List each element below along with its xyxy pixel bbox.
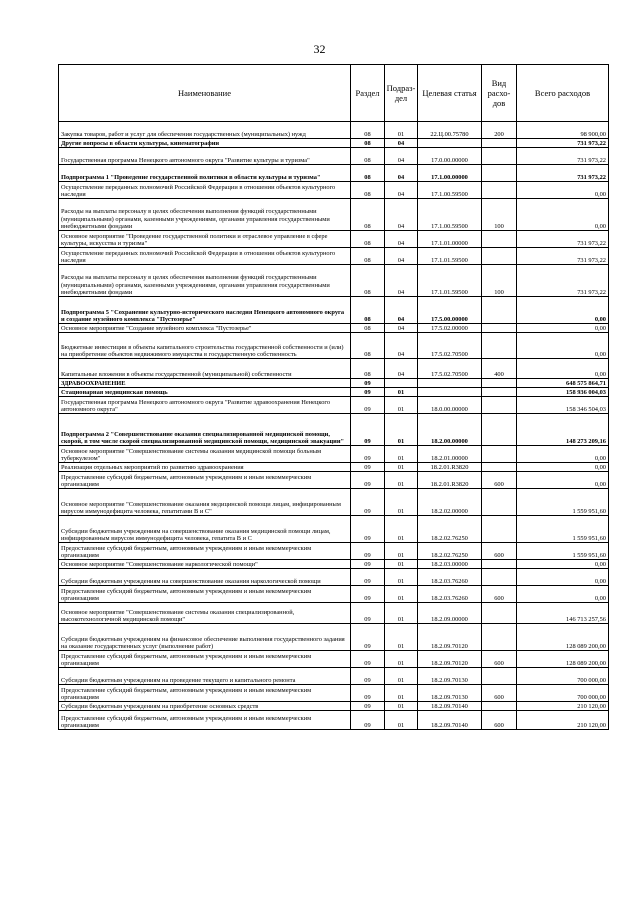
cell-target-article: [418, 388, 482, 397]
table-row: [59, 624, 609, 651]
cell-subsection: [385, 379, 418, 388]
cell-name: Субсидии бюджетным учреждениям на финансовое обеспечение выполнения государственного задания на оказание государственных услуг (выполнение работ): [59, 624, 351, 651]
cell-total: 128 089 200,00: [517, 624, 609, 651]
cell-section: 08: [351, 333, 385, 359]
cell-name: ЗДРАВООХРАНЕНИЕ: [59, 379, 351, 388]
cell-section: 09: [351, 446, 385, 463]
cell-expense-type: [482, 397, 517, 414]
cell-section: 08: [351, 165, 385, 182]
cell-section: 09: [351, 586, 385, 603]
table-row: [59, 668, 609, 685]
cell-section: 09: [351, 560, 385, 569]
cell-name: Расходы на выплаты персоналу в целях обеспечения выполнения функций государственными (муниципальными) органами, казенными учреждениями, органами управления государственными внебюджетными фондами: [59, 265, 351, 297]
cell-subsection: 01: [385, 489, 418, 516]
cell-expense-type: 600: [482, 543, 517, 560]
cell-expense-type: [482, 414, 517, 446]
table-row: [59, 543, 609, 560]
table-row: [59, 379, 609, 388]
cell-total: 731 973,22: [517, 139, 609, 148]
cell-section: 08: [351, 248, 385, 265]
cell-subsection: 01: [385, 569, 418, 586]
cell-section: 09: [351, 489, 385, 516]
cell-total: 700 000,00: [517, 685, 609, 702]
cell-target-article: 17.5.02.00000: [418, 324, 482, 333]
cell-target-article: 18.2.09.70120: [418, 624, 482, 651]
cell-expense-type: [482, 702, 517, 711]
cell-target-article: 17.1.00.59500: [418, 199, 482, 231]
cell-subsection: 01: [385, 702, 418, 711]
cell-target-article: 18.2.01.R3820: [418, 472, 482, 489]
table-row: [59, 139, 609, 148]
cell-name: Осуществление переданных полномочий Российской Федерации в отношении объектов культурного наследия: [59, 248, 351, 265]
cell-expense-type: [482, 324, 517, 333]
cell-name: Субсидии бюджетным учреждениям на приобретение основных средств: [59, 702, 351, 711]
cell-target-article: 18.2.02.76250: [418, 543, 482, 560]
cell-total: 146 713 257,56: [517, 603, 609, 624]
cell-expense-type: 400: [482, 359, 517, 379]
cell-expense-type: 100: [482, 199, 517, 231]
cell-subsection: 01: [385, 543, 418, 560]
cell-name: Государственная программа Ненецкого автономного округа "Развитие здравоохранения Ненецкого автономного округа": [59, 397, 351, 414]
cell-section: 09: [351, 463, 385, 472]
table-row: [59, 489, 609, 516]
table-row: [59, 569, 609, 586]
cell-section: 09: [351, 569, 385, 586]
cell-name: Расходы на выплаты персоналу в целях обеспечения выполнения функций государственными (муниципальными) органами, казенными учреждениями, органами управления государственными внебюджетными фондами: [59, 199, 351, 231]
cell-name: Стационарная медицинская помощь: [59, 388, 351, 397]
cell-target-article: 18.2.09.70140: [418, 702, 482, 711]
header-section: Раздел: [351, 65, 385, 122]
cell-target-article: 18.2.09.70130: [418, 685, 482, 702]
cell-name: Предоставление субсидий бюджетным, автономным учреждениям и иным некоммерческим организациям: [59, 711, 351, 730]
cell-name: Государственная программа Ненецкого автономного округа "Развитие культуры и туризма": [59, 148, 351, 165]
cell-section: 08: [351, 324, 385, 333]
cell-subsection: 01: [385, 685, 418, 702]
cell-target-article: 17.0.00.00000: [418, 148, 482, 165]
cell-target-article: [418, 139, 482, 148]
cell-section: 08: [351, 122, 385, 139]
table-header-row: [59, 65, 609, 122]
cell-total: 0,00: [517, 569, 609, 586]
table-row: [59, 359, 609, 379]
cell-section: 09: [351, 543, 385, 560]
cell-target-article: 17.1.00.59500: [418, 182, 482, 199]
cell-section: 09: [351, 702, 385, 711]
cell-subsection: 01: [385, 472, 418, 489]
cell-expense-type: [482, 569, 517, 586]
cell-subsection: 04: [385, 248, 418, 265]
cell-subsection: 04: [385, 297, 418, 324]
table-row: [59, 472, 609, 489]
cell-target-article: 18.2.03.00000: [418, 560, 482, 569]
cell-expense-type: [482, 624, 517, 651]
cell-expense-type: 600: [482, 685, 517, 702]
cell-total: 0,00: [517, 324, 609, 333]
cell-target-article: 18.2.03.76260: [418, 569, 482, 586]
cell-name: Предоставление субсидий бюджетным, автономным учреждениям и иным некоммерческим организациям: [59, 651, 351, 668]
cell-target-article: 18.2.02.00000: [418, 489, 482, 516]
table-row: [59, 685, 609, 702]
cell-total: 98 900,00: [517, 122, 609, 139]
cell-name: Предоставление субсидий бюджетным, автономным учреждениям и иным некоммерческим организациям: [59, 586, 351, 603]
cell-name: Бюджетные инвестиции в объекты капитального строительства государственной собственности и (или) на приобретение объектов недвижимого имущества в государственную собственность: [59, 333, 351, 359]
page-number: 32: [313, 42, 326, 56]
cell-target-article: [418, 379, 482, 388]
cell-subsection: 01: [385, 586, 418, 603]
cell-name: Подпрограмма 1 "Проведение государственной политики в области культуры и туризма": [59, 165, 351, 182]
cell-total: 0,00: [517, 586, 609, 603]
cell-total: 731 973,22: [517, 248, 609, 265]
cell-expense-type: 600: [482, 651, 517, 668]
cell-section: 08: [351, 265, 385, 297]
cell-expense-type: 600: [482, 472, 517, 489]
cell-subsection: 01: [385, 668, 418, 685]
cell-expense-type: 600: [482, 711, 517, 730]
cell-target-article: 18.2.03.76260: [418, 586, 482, 603]
cell-expense-type: 100: [482, 265, 517, 297]
cell-name: Основное мероприятие "Совершенствование системы оказания медицинской помощи больным туберкулезом": [59, 446, 351, 463]
cell-name: Предоставление субсидий бюджетным, автономным учреждениям и иным некоммерческим организациям: [59, 543, 351, 560]
cell-total: 1 559 951,60: [517, 543, 609, 560]
cell-total: 0,00: [517, 182, 609, 199]
cell-section: 09: [351, 651, 385, 668]
table-row: [59, 388, 609, 397]
cell-subsection: 04: [385, 324, 418, 333]
cell-name: Осуществление переданных полномочий Российской Федерации в отношении объектов культурного наследия: [59, 182, 351, 199]
cell-subsection: 01: [385, 711, 418, 730]
cell-total: 128 089 200,00: [517, 651, 609, 668]
cell-name: Основное мероприятие "Совершенствование наркологической помощи": [59, 560, 351, 569]
cell-expense-type: [482, 333, 517, 359]
cell-section: 08: [351, 199, 385, 231]
table-row: [59, 165, 609, 182]
cell-section: 09: [351, 624, 385, 651]
cell-total: 1 559 951,60: [517, 489, 609, 516]
cell-target-article: 18.2.01.R3820: [418, 463, 482, 472]
cell-total: 210 120,00: [517, 711, 609, 730]
cell-subsection: 01: [385, 651, 418, 668]
cell-subsection: 04: [385, 165, 418, 182]
cell-target-article: 18.2.01.00000: [418, 446, 482, 463]
table-body: [59, 122, 609, 730]
cell-total: 731 973,22: [517, 265, 609, 297]
cell-subsection: 01: [385, 388, 418, 397]
cell-expense-type: [482, 139, 517, 148]
cell-subsection: 04: [385, 182, 418, 199]
cell-name: Капитальные вложения в объекты государственной (муниципальной) собственности: [59, 359, 351, 379]
cell-expense-type: [482, 297, 517, 324]
cell-subsection: 04: [385, 231, 418, 248]
cell-subsection: 01: [385, 603, 418, 624]
table-row: [59, 231, 609, 248]
cell-name: Субсидии бюджетным учреждениям на проведение текущего и капитального ремонта: [59, 668, 351, 685]
table-row: [59, 397, 609, 414]
cell-section: 09: [351, 516, 385, 543]
cell-subsection: 01: [385, 560, 418, 569]
table-row: [59, 297, 609, 324]
cell-section: 09: [351, 668, 385, 685]
cell-total: 731 973,22: [517, 231, 609, 248]
table-row: [59, 248, 609, 265]
cell-expense-type: [482, 379, 517, 388]
cell-total: 0,00: [517, 560, 609, 569]
cell-section: 09: [351, 603, 385, 624]
cell-target-article: 17.5.00.00000: [418, 297, 482, 324]
cell-expense-type: [482, 148, 517, 165]
cell-total: 0,00: [517, 333, 609, 359]
cell-target-article: 18.2.09.00000: [418, 603, 482, 624]
cell-subsection: 04: [385, 333, 418, 359]
cell-section: 09: [351, 379, 385, 388]
cell-section: 09: [351, 685, 385, 702]
cell-subsection: 01: [385, 414, 418, 446]
cell-name: Подпрограмма 5 "Сохранение культурно-исторического наследия Ненецкого автономного округа и создание музейного комплекса "Пустозерье": [59, 297, 351, 324]
table-row: [59, 603, 609, 624]
cell-total: 731 973,22: [517, 148, 609, 165]
cell-target-article: 18.2.02.76250: [418, 516, 482, 543]
cell-section: 09: [351, 472, 385, 489]
cell-expense-type: [482, 388, 517, 397]
header-name: Наименование: [59, 65, 351, 122]
cell-target-article: 17.1.01.00000: [418, 231, 482, 248]
cell-expense-type: [482, 446, 517, 463]
cell-target-article: 18.2.09.70120: [418, 651, 482, 668]
cell-target-article: 17.1.00.00000: [418, 165, 482, 182]
table-row: [59, 651, 609, 668]
cell-subsection: 01: [385, 397, 418, 414]
cell-name: Основное мероприятие "Совершенствование оказания медицинской помощи лицам, инфицированным вирусом иммунодефицита человека, гепатитами В и С": [59, 489, 351, 516]
cell-total: 148 273 209,16: [517, 414, 609, 446]
cell-total: 700 000,00: [517, 668, 609, 685]
cell-section: 08: [351, 182, 385, 199]
cell-name: Предоставление субсидий бюджетным, автономным учреждениям и иным некоммерческим организациям: [59, 685, 351, 702]
cell-expense-type: [482, 165, 517, 182]
cell-subsection: 01: [385, 516, 418, 543]
table-row: [59, 446, 609, 463]
cell-subsection: 01: [385, 446, 418, 463]
cell-total: 0,00: [517, 463, 609, 472]
cell-expense-type: [482, 668, 517, 685]
cell-total: 731 973,22: [517, 165, 609, 182]
cell-expense-type: [482, 248, 517, 265]
cell-total: 0,00: [517, 297, 609, 324]
cell-subsection: 01: [385, 463, 418, 472]
cell-expense-type: 600: [482, 586, 517, 603]
table-row: [59, 711, 609, 730]
cell-name: Субсидии бюджетным учреждениям на совершенствование оказания наркологической помощи: [59, 569, 351, 586]
cell-total: 210 120,00: [517, 702, 609, 711]
cell-total: 648 575 864,71: [517, 379, 609, 388]
cell-target-article: 17.5.02.70500: [418, 359, 482, 379]
cell-name: Предоставление субсидий бюджетным, автономным учреждениям и иным некоммерческим организациям: [59, 472, 351, 489]
table-row: [59, 516, 609, 543]
cell-name: Субсидии бюджетным учреждениям на совершенствование оказания медицинской помощи лицам, инфицированным вирусом иммунодефицита человека, гепатита В и С: [59, 516, 351, 543]
table-row: [59, 586, 609, 603]
cell-name: Реализация отдельных мероприятий по развитию здравоохранения: [59, 463, 351, 472]
cell-name: Основное мероприятие "Проведение государственной политики и отраслевое управление в сфере культуры, искусства и туризма": [59, 231, 351, 248]
cell-total: 0,00: [517, 359, 609, 379]
cell-expense-type: [482, 489, 517, 516]
cell-section: 08: [351, 231, 385, 248]
cell-expense-type: 200: [482, 122, 517, 139]
cell-name: Основное мероприятие "Создание музейного комплекса "Пустозерье": [59, 324, 351, 333]
header-subsection: Подраз-дел: [385, 65, 418, 122]
cell-target-article: 17.1.01.59500: [418, 248, 482, 265]
table-row: [59, 463, 609, 472]
table-row: [59, 414, 609, 446]
table-row: [59, 199, 609, 231]
cell-subsection: 01: [385, 624, 418, 651]
cell-section: 09: [351, 414, 385, 446]
cell-total: 0,00: [517, 199, 609, 231]
table-row: [59, 122, 609, 139]
cell-subsection: 04: [385, 265, 418, 297]
cell-target-article: 17.1.01.59500: [418, 265, 482, 297]
cell-section: 09: [351, 397, 385, 414]
cell-expense-type: [482, 603, 517, 624]
cell-section: 08: [351, 297, 385, 324]
cell-subsection: 04: [385, 359, 418, 379]
cell-expense-type: [482, 516, 517, 543]
cell-subsection: 01: [385, 122, 418, 139]
table-row: [59, 324, 609, 333]
table-row: [59, 148, 609, 165]
cell-subsection: 04: [385, 148, 418, 165]
cell-target-article: 22.Ц.00.75780: [418, 122, 482, 139]
budget-table: [58, 64, 609, 730]
cell-section: 08: [351, 359, 385, 379]
cell-target-article: 18.2.09.70140: [418, 711, 482, 730]
table-row: [59, 182, 609, 199]
header-target-article: Целевая статья: [418, 65, 482, 122]
cell-expense-type: [482, 182, 517, 199]
cell-target-article: 17.5.02.70500: [418, 333, 482, 359]
cell-target-article: 18.0.00.00000: [418, 397, 482, 414]
cell-target-article: 18.2.09.70130: [418, 668, 482, 685]
header-expense-type: Вид расхо-дов: [482, 65, 517, 122]
cell-section: 08: [351, 139, 385, 148]
cell-name: Основное мероприятие "Совершенствование системы оказания специализированной, высокотехнологичной медицинской помощи": [59, 603, 351, 624]
cell-name: Закупка товаров, работ и услуг для обеспечения государственных (муниципальных) нужд: [59, 122, 351, 139]
cell-section: 09: [351, 711, 385, 730]
cell-name: Подпрограмма 2 "Совершенствование оказания специализированной медицинской помощи, скорой, в том числе скорой специализированной медицинской помощи, медицинской эвакуации": [59, 414, 351, 446]
cell-subsection: 04: [385, 199, 418, 231]
table-row: [59, 702, 609, 711]
cell-name: Другие вопросы в области культуры, кинематографии: [59, 139, 351, 148]
cell-section: 09: [351, 388, 385, 397]
header-total: Всего расходов: [517, 65, 609, 122]
cell-total: 0,00: [517, 446, 609, 463]
cell-total: 158 936 004,03: [517, 388, 609, 397]
cell-total: 1 559 951,60: [517, 516, 609, 543]
cell-expense-type: [482, 231, 517, 248]
table-row: [59, 265, 609, 297]
table-row: [59, 560, 609, 569]
cell-expense-type: [482, 463, 517, 472]
cell-subsection: 04: [385, 139, 418, 148]
cell-target-article: 18.2.00.00000: [418, 414, 482, 446]
table-row: [59, 333, 609, 359]
cell-total: 0,00: [517, 472, 609, 489]
cell-expense-type: [482, 560, 517, 569]
cell-total: 158 346 504,03: [517, 397, 609, 414]
cell-section: 08: [351, 148, 385, 165]
